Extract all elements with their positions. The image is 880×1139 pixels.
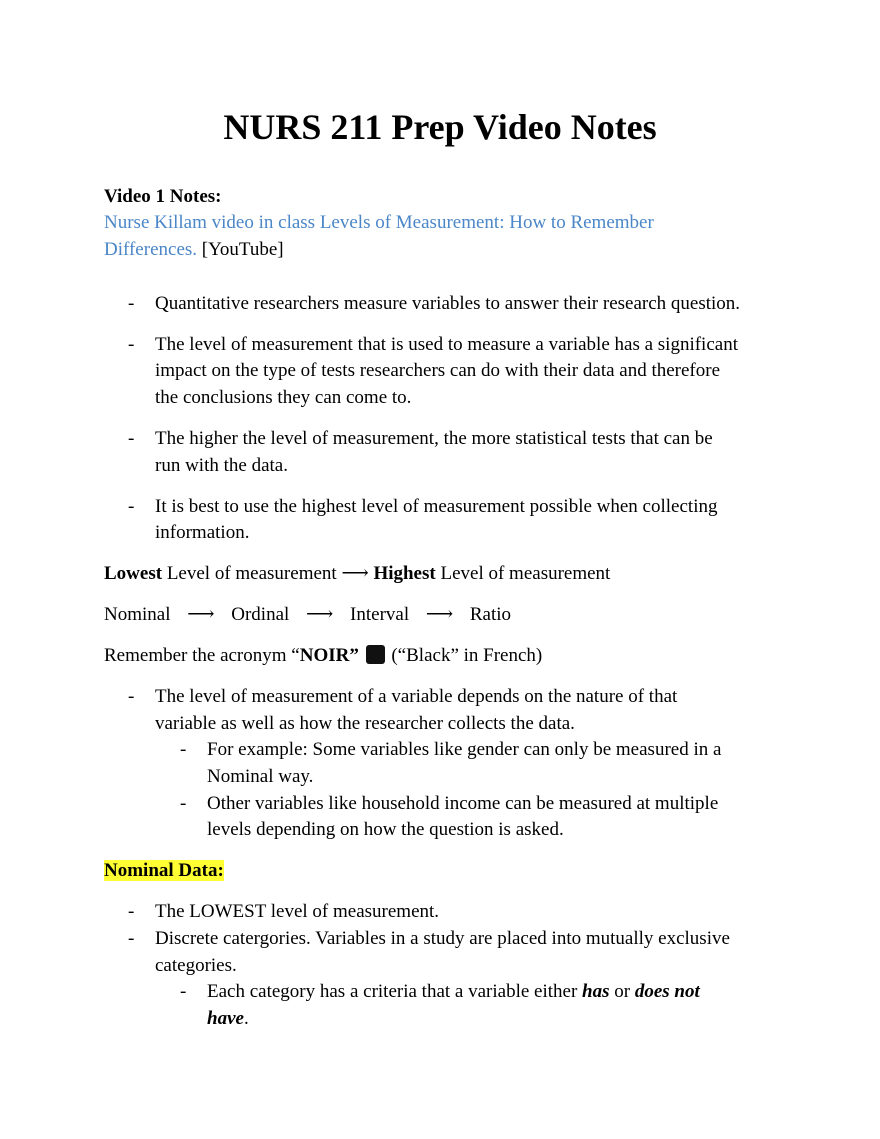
acronym-word: NOIR” bbox=[299, 645, 359, 666]
scale-text-1: Level of measurement bbox=[162, 563, 342, 584]
nominal-sub-end: . bbox=[243, 1008, 249, 1029]
bullet-3-line2: run with the data. bbox=[155, 455, 288, 476]
scale-arrow: ⟶ bbox=[341, 563, 369, 584]
video-source: [YouTube] bbox=[197, 239, 284, 260]
bullet-4-line1: It is best to use the highest level of measurement possible when collecting bbox=[155, 496, 718, 517]
video-link-line1[interactable]: Nurse Killam video in class Levels of Measurement: How to Remember bbox=[104, 212, 654, 233]
nominal-sub-line2 bbox=[207, 1005, 249, 1032]
level-nominal: Nominal bbox=[104, 604, 171, 625]
level-ratio: Ratio bbox=[469, 604, 512, 625]
nominal-sub-has: has bbox=[582, 981, 610, 1002]
nominal-sub-does-not: does not bbox=[634, 981, 700, 1002]
sub-bullet-2-line1: Other variables like household income can be measured at multiple bbox=[207, 793, 719, 814]
nominal-bullet-1: The LOWEST level of measurement. bbox=[155, 901, 440, 922]
scale-line bbox=[104, 560, 610, 587]
page-title: NURS 211 Prep Video Notes bbox=[223, 107, 657, 147]
highest-label: Highest bbox=[373, 563, 436, 584]
nominal-bullet-2-line1: Discrete catergories. Variables in a study are placed into mutually exclusive bbox=[155, 928, 730, 949]
level-ordinal: Ordinal bbox=[231, 604, 290, 625]
bullet-4-line2: information. bbox=[155, 522, 250, 543]
video-link-line2-text[interactable]: Differences. bbox=[104, 239, 198, 260]
order-arrow: ⟶ bbox=[306, 604, 334, 625]
bullet-dash: - bbox=[128, 334, 135, 355]
bullet-dash: - bbox=[128, 496, 135, 517]
bullet-dash: - bbox=[128, 686, 135, 707]
bullet-2-line2: impact on the type of tests researchers can do with their data and therefore bbox=[155, 360, 721, 381]
video-link-line2 bbox=[104, 236, 284, 263]
acronym-post: (“Black” in French) bbox=[386, 645, 543, 666]
video1-heading: Video 1 Notes: bbox=[104, 186, 222, 207]
nominal-sub-line1 bbox=[207, 978, 700, 1005]
bullet-5-line1: The level of measurement of a variable depends on the nature of that bbox=[155, 686, 678, 707]
sub-bullet-1-line1: For example: Some variables like gender can only be measured in a bbox=[207, 739, 722, 760]
sub-bullet-1-line2: Nominal way. bbox=[207, 766, 314, 787]
lowest-label: Lowest bbox=[104, 563, 163, 584]
nominal-heading-text: Nominal Data: bbox=[104, 860, 224, 881]
bullet-dash: - bbox=[128, 293, 135, 314]
nominal-heading bbox=[104, 857, 224, 884]
black-square-icon bbox=[366, 645, 385, 664]
bullet-5-line2: variable as well as how the researcher collects the data. bbox=[155, 713, 575, 734]
order-arrow: ⟶ bbox=[187, 604, 215, 625]
acronym-pre: Remember the acronym “ bbox=[104, 645, 300, 666]
scale-text-2: Level of measurement bbox=[435, 563, 611, 584]
order-arrow: ⟶ bbox=[425, 604, 454, 625]
sub-bullet-dash: - bbox=[180, 981, 187, 1002]
sub-bullet-2-line2: levels depending on how the question is asked. bbox=[207, 819, 564, 840]
acronym-line bbox=[104, 642, 542, 669]
nominal-bullet-2-line2: categories. bbox=[155, 955, 237, 976]
sub-bullet-dash: - bbox=[180, 739, 187, 760]
bullet-3-line1: The higher the level of measurement, the more statistical tests that can be bbox=[155, 428, 713, 449]
nominal-sub-pre: Each category has a criteria that a variable either bbox=[207, 981, 583, 1002]
bullet-2-line3: the conclusions they can come to. bbox=[155, 387, 412, 408]
bullet-dash: - bbox=[128, 928, 135, 949]
bullet-dash: - bbox=[128, 901, 135, 922]
level-interval: Interval bbox=[350, 604, 410, 625]
nominal-sub-or: or bbox=[609, 981, 635, 1002]
bullet-1-line1: Quantitative researchers measure variables to answer their research question. bbox=[155, 293, 741, 314]
sub-bullet-dash: - bbox=[180, 793, 187, 814]
nominal-sub-have: have bbox=[207, 1008, 244, 1029]
bullet-2-line1: The level of measurement that is used to measure a variable has a significant bbox=[155, 334, 738, 355]
levels-order bbox=[104, 601, 511, 628]
bullet-dash: - bbox=[128, 428, 135, 449]
